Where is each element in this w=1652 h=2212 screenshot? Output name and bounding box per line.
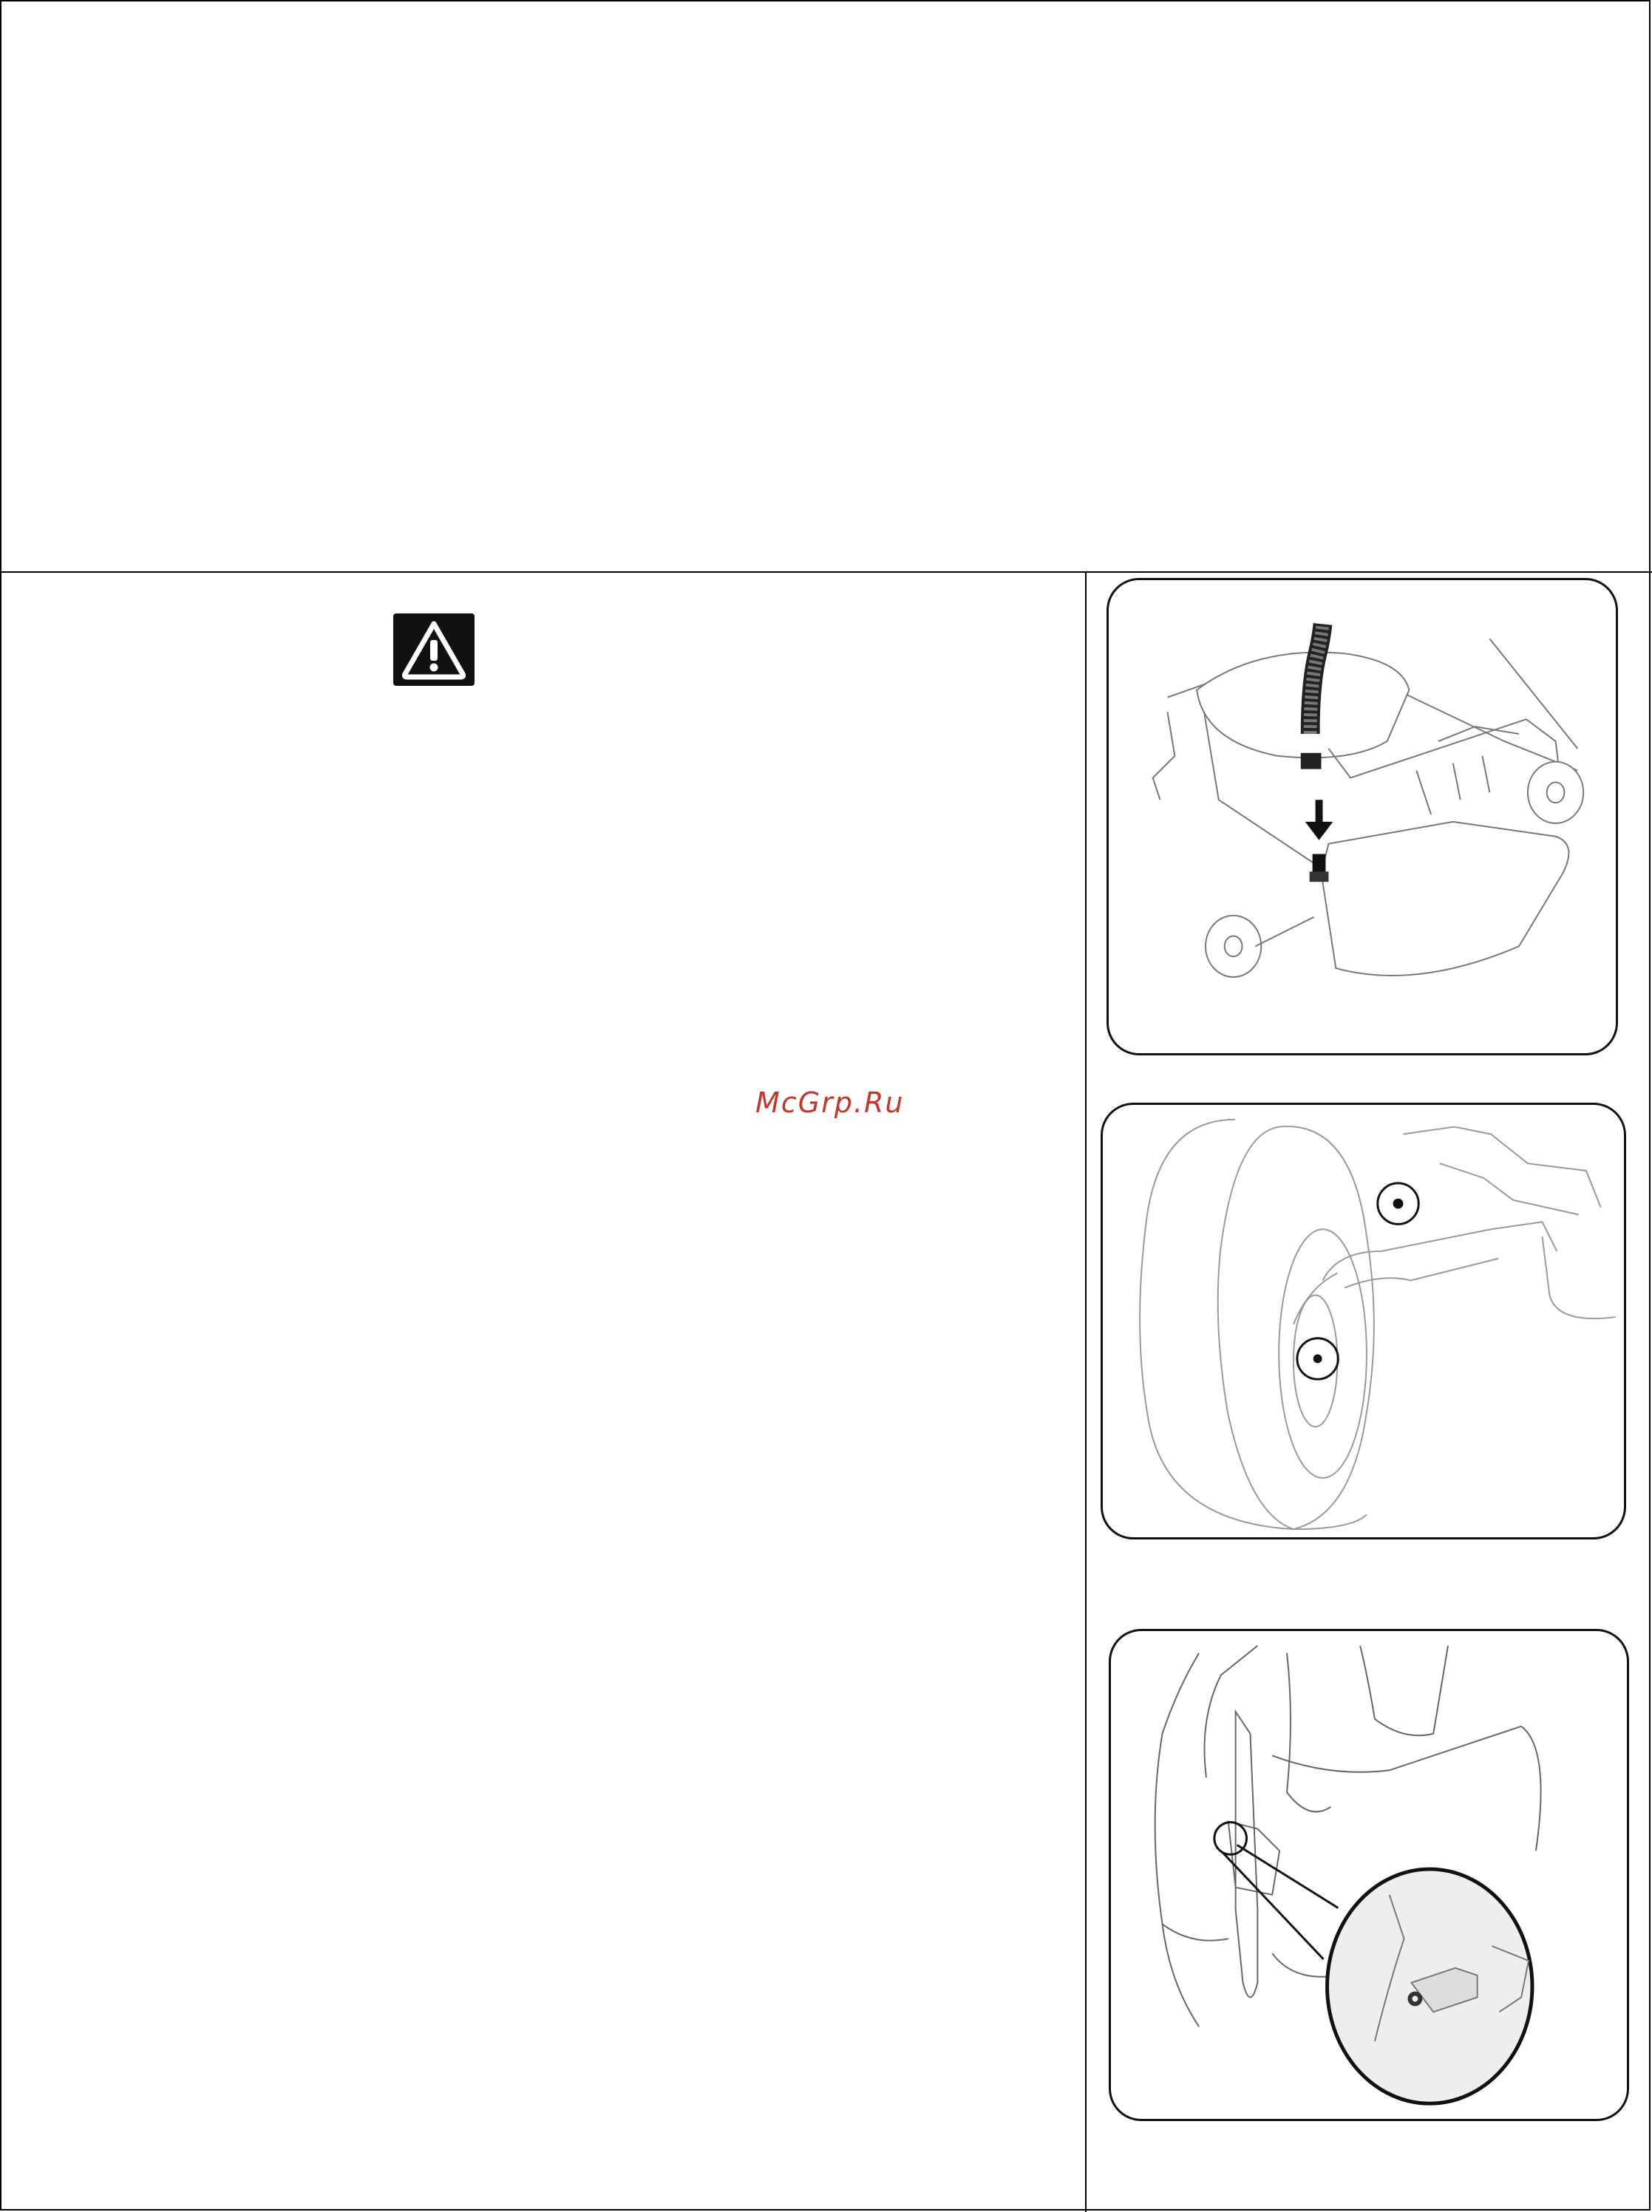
spindle-illustration [1111, 1631, 1627, 2119]
watermark: McGrp.Ru [755, 1086, 905, 1119]
figure-deck-hose-connector [1107, 578, 1618, 1055]
figure-blade-spindle-detail [1109, 1629, 1629, 2121]
wheel-illustration [1103, 1105, 1624, 1537]
top-panel [0, 0, 1652, 573]
column-divider [1085, 573, 1087, 2212]
figure-wheel-grease-points [1101, 1103, 1626, 1539]
deck-hose-illustration [1109, 580, 1616, 1053]
warning-triangle-icon [393, 613, 475, 686]
